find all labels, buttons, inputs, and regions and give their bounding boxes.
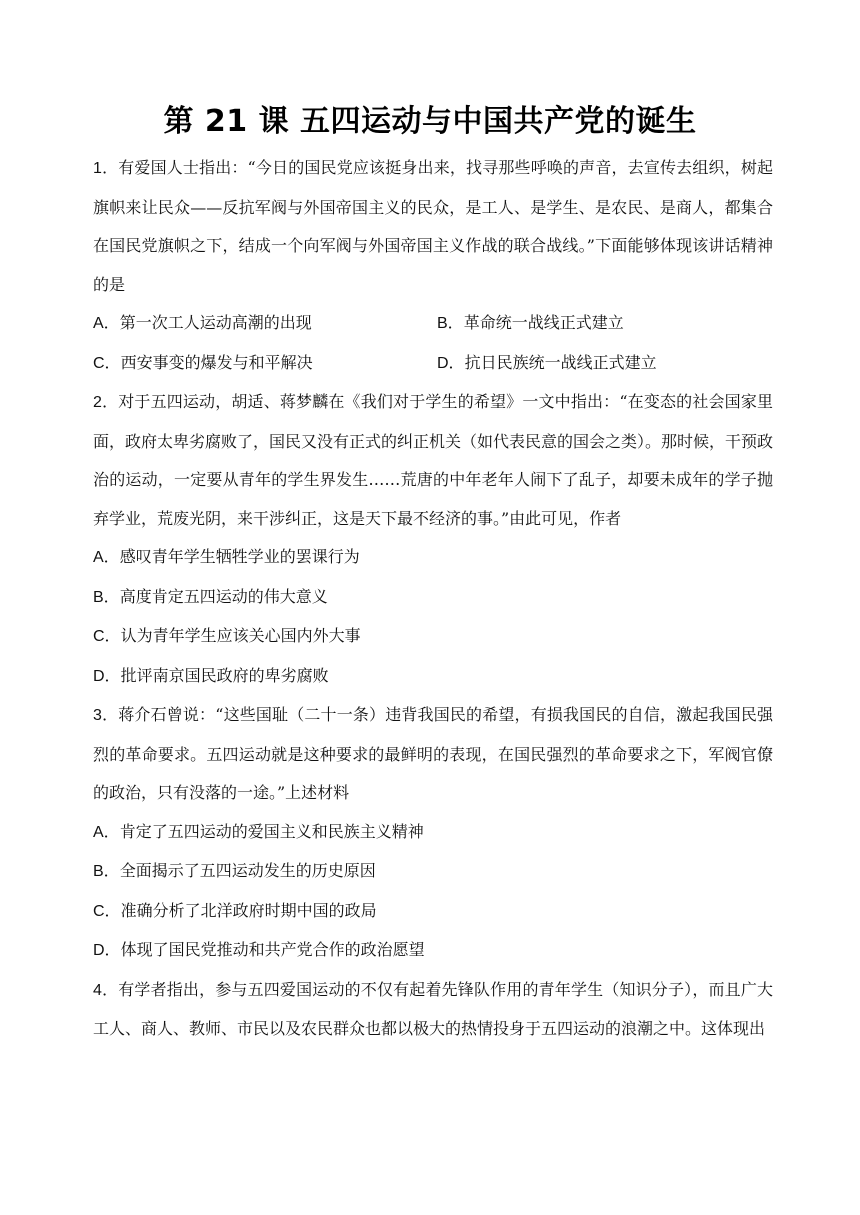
option-text: 认为青年学生应该关心国内外大事	[120, 626, 361, 645]
option-b	[93, 852, 773, 892]
option-c	[93, 892, 773, 932]
question-text: 对于五四运动，胡适、蒋梦麟在《我们对于学生的希望》一文中指出：“在变态的社会国家里面，政府太卑劣腐败了，国民又没有正式的纠正机关（如代表民意的国会之类）。那时候，干预政治的运动，一定要从青年的学生界发生……荒唐的中年老年人闹下了乱子，却要未成年的学子抛弃学业，荒废光阴，来干涉纠正，这是天下最不经济的事。”由此可见，作者	[93, 392, 774, 528]
question-stem	[93, 971, 773, 1049]
question-number: 1．	[93, 160, 119, 177]
question-stem	[93, 383, 773, 538]
option-letter: D．	[93, 667, 121, 685]
option-text: 全面揭示了五四运动发生的历史原因	[119, 861, 376, 880]
option-d	[93, 657, 773, 697]
option-text: 高度肯定五四运动的伟大意义	[119, 586, 328, 606]
option-d	[437, 344, 773, 384]
question-text: 有爱国人士指出：“今日的国民党应该挺身出来，找寻那些呼唤的声音，去宣传去组织，树起旗帜来让民众——反抗军阀与外国帝国主义的民众，是工人、是学生、是农民、是商人，都集合在国民党旗帜之下，结成一个向军阀与外国帝国主义作战的联合战线。”下面能够体现该讲话精神的是	[93, 158, 773, 294]
option-text: 批评南京国民政府的卑劣腐败	[120, 665, 329, 685]
option-letter: D．	[437, 354, 465, 372]
option-letter: B．	[93, 863, 120, 880]
option-letter: A．	[93, 549, 120, 566]
option-text: 第一次工人运动高潮的出现	[119, 313, 312, 332]
option-d	[93, 931, 773, 971]
option-text: 革命统一战线正式建立	[463, 313, 624, 332]
option-b	[93, 578, 773, 618]
question-2	[93, 383, 773, 696]
option-b	[437, 304, 773, 344]
option-letter: D．	[93, 942, 121, 959]
option-text: 准确分析了北洋政府时期中国的政局	[120, 900, 377, 920]
option-letter: C．	[93, 628, 121, 645]
question-stem	[93, 696, 773, 813]
question-text: 蒋介石曾说：“这些国耻（二十一条）违背我国民的希望，有损我国民的自信，激起我国民强烈的革命要求。五四运动就是这种要求的最鲜明的表现，在国民强烈的革命要求之下，军阀官僚的政治，只有没落的一途。”上述材料	[93, 705, 773, 802]
option-a	[93, 813, 773, 853]
question-4	[93, 971, 773, 1049]
option-text: 肯定了五四运动的爱国主义和民族主义精神	[119, 821, 424, 841]
option-c	[93, 617, 773, 657]
option-letter: A．	[93, 315, 120, 332]
options-grid	[93, 304, 773, 383]
question-stem	[93, 149, 773, 304]
question-number: 2．	[93, 394, 119, 411]
question-text: 有学者指出，参与五四爱国运动的不仅有起着先锋队作用的青年学生（知识分子），而且广大工人、商人、教师、市民以及农民群众也都以极大的热情投身于五四运动的浪潮之中。这体现出	[93, 979, 773, 1038]
question-number: 3．	[93, 707, 119, 724]
option-text: 体现了国民党推动和共产党合作的政治愿望	[120, 940, 425, 959]
page-title: 第 21 课 五四运动与中国共产党的诞生	[163, 104, 697, 139]
option-c	[93, 344, 437, 384]
option-a	[93, 538, 773, 578]
question-list	[93, 149, 773, 1049]
option-text: 抗日民族统一战线正式建立	[464, 352, 657, 372]
option-text: 感叹青年学生牺牲学业的罢课行为	[119, 547, 360, 566]
option-letter: C．	[93, 902, 121, 920]
option-letter: A．	[93, 823, 120, 841]
option-letter: B．	[437, 315, 464, 332]
question-1	[93, 149, 773, 383]
option-letter: C．	[93, 354, 121, 372]
option-letter: B．	[93, 588, 120, 606]
option-text: 西安事变的爆发与和平解决	[120, 352, 313, 372]
question-number: 4．	[93, 981, 119, 999]
option-a	[93, 304, 437, 344]
question-3	[93, 696, 773, 971]
